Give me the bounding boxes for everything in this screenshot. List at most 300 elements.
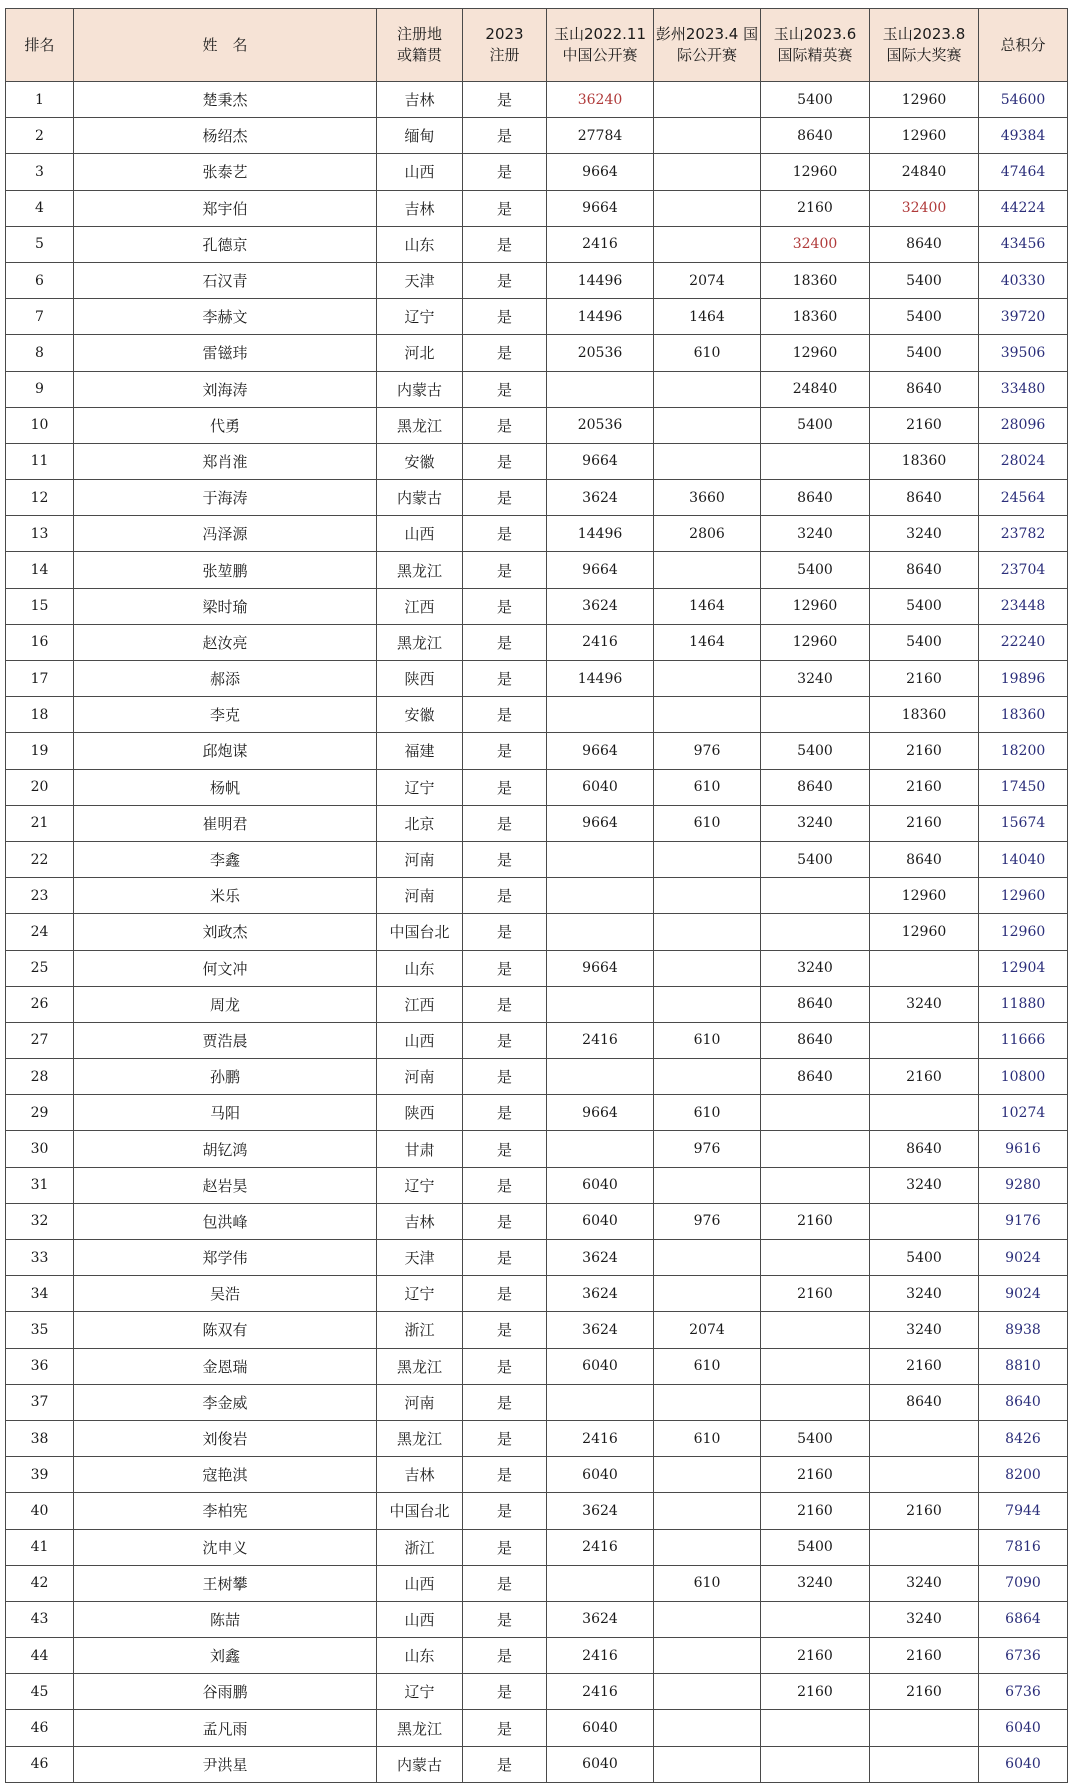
rank-cell: 12 — [6, 480, 74, 516]
player-name: 孔德京 — [74, 226, 377, 262]
event-3-points: 5400 — [761, 82, 870, 118]
table-row — [6, 878, 1068, 914]
total-points: 22240 — [979, 624, 1068, 660]
total-points: 6864 — [979, 1601, 1068, 1637]
event-1-points: 2416 — [547, 624, 654, 660]
event-3-points: 3240 — [761, 1565, 870, 1601]
event-2-points — [654, 1674, 761, 1710]
registration-cell: 是 — [463, 335, 547, 371]
event-3-points: 8640 — [761, 118, 870, 154]
rank-cell: 44 — [6, 1638, 74, 1674]
player-name: 楚秉杰 — [74, 82, 377, 118]
event-1-points — [547, 371, 654, 407]
rank-cell: 33 — [6, 1240, 74, 1276]
event-3-points: 18360 — [761, 262, 870, 298]
event-3-points: 5400 — [761, 1420, 870, 1456]
region-cell: 黑龙江 — [377, 1710, 463, 1746]
total-points: 18360 — [979, 697, 1068, 733]
header-event-1 — [547, 9, 654, 82]
event-3-points: 8640 — [761, 769, 870, 805]
registration-cell: 是 — [463, 950, 547, 986]
table-row — [6, 1565, 1068, 1601]
header-event-4 — [870, 9, 979, 82]
header-region — [377, 9, 463, 82]
total-points: 8640 — [979, 1384, 1068, 1420]
event-4-points — [870, 1022, 979, 1058]
total-points: 28024 — [979, 443, 1068, 479]
total-points: 10274 — [979, 1095, 1068, 1131]
header-name: 姓 名 — [74, 9, 377, 82]
event-2-points: 3660 — [654, 480, 761, 516]
player-name: 郑肖淮 — [74, 443, 377, 479]
event-2-points — [654, 407, 761, 443]
event-2-points: 610 — [654, 805, 761, 841]
total-points: 43456 — [979, 226, 1068, 262]
event-4-points: 3240 — [870, 1167, 979, 1203]
table-row — [6, 262, 1068, 298]
total-points: 40330 — [979, 262, 1068, 298]
player-name: 金恩瑞 — [74, 1348, 377, 1384]
event-4-points: 8640 — [870, 480, 979, 516]
event-1-points: 14496 — [547, 299, 654, 335]
table-row — [6, 1167, 1068, 1203]
registration-cell: 是 — [463, 1565, 547, 1601]
region-cell: 山西 — [377, 1601, 463, 1637]
registration-cell: 是 — [463, 1059, 547, 1095]
event-2-points: 1464 — [654, 624, 761, 660]
total-points: 9280 — [979, 1167, 1068, 1203]
table-row — [6, 1710, 1068, 1746]
table-row — [6, 226, 1068, 262]
rank-cell: 25 — [6, 950, 74, 986]
rank-cell: 30 — [6, 1131, 74, 1167]
rank-cell: 26 — [6, 986, 74, 1022]
player-name: 李克 — [74, 697, 377, 733]
player-name: 于海涛 — [74, 480, 377, 516]
player-name: 杨绍杰 — [74, 118, 377, 154]
rank-cell: 8 — [6, 335, 74, 371]
registration-cell: 是 — [463, 986, 547, 1022]
event-4-points: 2160 — [870, 1638, 979, 1674]
event-2-points — [654, 190, 761, 226]
event-2-points — [654, 1710, 761, 1746]
player-name: 刘俊岩 — [74, 1420, 377, 1456]
region-cell: 中国台北 — [377, 1493, 463, 1529]
total-points: 8200 — [979, 1457, 1068, 1493]
player-name: 郑宇伯 — [74, 190, 377, 226]
event-3-points — [761, 914, 870, 950]
event-2-points: 610 — [654, 1095, 761, 1131]
region-cell: 山东 — [377, 226, 463, 262]
event-4-points: 32400 — [870, 190, 979, 226]
registration-cell: 是 — [463, 1746, 547, 1782]
rank-cell: 23 — [6, 878, 74, 914]
event-3-points: 5400 — [761, 841, 870, 877]
event-2-points — [654, 914, 761, 950]
event-3-points: 3240 — [761, 516, 870, 552]
registration-cell: 是 — [463, 1022, 547, 1058]
table-row — [6, 118, 1068, 154]
player-name: 梁时瑜 — [74, 588, 377, 624]
registration-cell: 是 — [463, 588, 547, 624]
player-name: 石汉青 — [74, 262, 377, 298]
event-2-points: 2074 — [654, 262, 761, 298]
event-1-points: 2416 — [547, 1022, 654, 1058]
rank-cell: 40 — [6, 1493, 74, 1529]
rank-cell: 46 — [6, 1710, 74, 1746]
table-body — [6, 82, 1068, 1783]
player-name: 孙鹏 — [74, 1059, 377, 1095]
region-cell: 辽宁 — [377, 299, 463, 335]
region-cell: 吉林 — [377, 1203, 463, 1239]
event-3-points — [761, 1131, 870, 1167]
player-name: 冯泽源 — [74, 516, 377, 552]
registration-cell: 是 — [463, 1131, 547, 1167]
event-1-points: 2416 — [547, 1420, 654, 1456]
region-cell: 山东 — [377, 1638, 463, 1674]
registration-cell: 是 — [463, 914, 547, 950]
player-name: 谷雨鹏 — [74, 1674, 377, 1710]
total-points: 39720 — [979, 299, 1068, 335]
total-points: 12960 — [979, 914, 1068, 950]
registration-cell: 是 — [463, 1348, 547, 1384]
table-row — [6, 769, 1068, 805]
rank-cell: 11 — [6, 443, 74, 479]
table-row — [6, 1022, 1068, 1058]
registration-cell: 是 — [463, 1095, 547, 1131]
event-4-points: 5400 — [870, 588, 979, 624]
event-2-points: 610 — [654, 1022, 761, 1058]
event-2-points: 2074 — [654, 1312, 761, 1348]
table-row — [6, 1059, 1068, 1095]
table-row — [6, 1384, 1068, 1420]
header-event-3 — [761, 9, 870, 82]
rank-cell: 1 — [6, 82, 74, 118]
player-name: 赵汝亮 — [74, 624, 377, 660]
event-1-points — [547, 841, 654, 877]
event-4-points: 2160 — [870, 661, 979, 697]
total-points: 49384 — [979, 118, 1068, 154]
event-4-points: 2160 — [870, 805, 979, 841]
event-1-points: 3624 — [547, 588, 654, 624]
rank-cell: 31 — [6, 1167, 74, 1203]
event-3-points: 5400 — [761, 1529, 870, 1565]
rank-cell: 28 — [6, 1059, 74, 1095]
rank-cell: 46 — [6, 1746, 74, 1782]
table-row — [6, 588, 1068, 624]
registration-cell: 是 — [463, 878, 547, 914]
event-4-points: 5400 — [870, 624, 979, 660]
total-points: 11666 — [979, 1022, 1068, 1058]
header-registration-line2: 注册 — [489, 46, 520, 64]
event-2-points — [654, 1276, 761, 1312]
event-1-points — [547, 1565, 654, 1601]
total-points: 6040 — [979, 1710, 1068, 1746]
header-event-4-line1: 玉山2023.8 — [882, 25, 966, 43]
event-1-points: 9664 — [547, 552, 654, 588]
event-3-points — [761, 1710, 870, 1746]
registration-cell: 是 — [463, 1276, 547, 1312]
event-1-points — [547, 1059, 654, 1095]
registration-cell: 是 — [463, 1638, 547, 1674]
total-points: 8938 — [979, 1312, 1068, 1348]
table-row — [6, 1276, 1068, 1312]
event-3-points — [761, 878, 870, 914]
table-row — [6, 1746, 1068, 1782]
event-2-points — [654, 82, 761, 118]
region-cell: 福建 — [377, 733, 463, 769]
event-3-points — [761, 1601, 870, 1637]
event-2-points: 2806 — [654, 516, 761, 552]
event-1-points: 3624 — [547, 1240, 654, 1276]
total-points: 9024 — [979, 1276, 1068, 1312]
event-4-points: 3240 — [870, 1565, 979, 1601]
total-points: 28096 — [979, 407, 1068, 443]
event-2-points — [654, 1384, 761, 1420]
table-row — [6, 552, 1068, 588]
event-1-points: 6040 — [547, 769, 654, 805]
region-cell: 内蒙古 — [377, 1746, 463, 1782]
rank-cell: 38 — [6, 1420, 74, 1456]
total-points: 39506 — [979, 335, 1068, 371]
table-row — [6, 82, 1068, 118]
total-points: 8810 — [979, 1348, 1068, 1384]
region-cell: 甘肃 — [377, 1131, 463, 1167]
region-cell: 黑龙江 — [377, 552, 463, 588]
header-region-line2: 或籍贯 — [396, 46, 442, 64]
player-name: 崔明君 — [74, 805, 377, 841]
table-row — [6, 516, 1068, 552]
table-row — [6, 1203, 1068, 1239]
total-points: 54600 — [979, 82, 1068, 118]
event-4-points: 8640 — [870, 226, 979, 262]
event-1-points: 27784 — [547, 118, 654, 154]
rank-cell: 36 — [6, 1348, 74, 1384]
total-points: 47464 — [979, 154, 1068, 190]
header-row — [6, 9, 1068, 82]
header-total: 总积分 — [979, 9, 1068, 82]
registration-cell: 是 — [463, 262, 547, 298]
event-3-points: 12960 — [761, 154, 870, 190]
rank-cell: 39 — [6, 1457, 74, 1493]
total-points: 9176 — [979, 1203, 1068, 1239]
table-row — [6, 1493, 1068, 1529]
event-4-points — [870, 1203, 979, 1239]
registration-cell: 是 — [463, 1457, 547, 1493]
region-cell: 江西 — [377, 986, 463, 1022]
player-name: 杨帆 — [74, 769, 377, 805]
event-2-points — [654, 1059, 761, 1095]
event-4-points: 3240 — [870, 1276, 979, 1312]
event-3-points — [761, 1240, 870, 1276]
registration-cell: 是 — [463, 118, 547, 154]
player-name: 张堃鹏 — [74, 552, 377, 588]
event-2-points — [654, 697, 761, 733]
rank-cell: 34 — [6, 1276, 74, 1312]
total-points: 15674 — [979, 805, 1068, 841]
player-name: 代勇 — [74, 407, 377, 443]
table-row — [6, 335, 1068, 371]
ranking-table — [5, 8, 1068, 1783]
event-1-points: 9664 — [547, 154, 654, 190]
event-3-points — [761, 1746, 870, 1782]
event-2-points — [654, 118, 761, 154]
event-1-points — [547, 697, 654, 733]
event-4-points: 5400 — [870, 1240, 979, 1276]
event-1-points: 6040 — [547, 1203, 654, 1239]
event-2-points — [654, 986, 761, 1022]
event-1-points: 3624 — [547, 1276, 654, 1312]
total-points: 7816 — [979, 1529, 1068, 1565]
event-4-points: 12960 — [870, 878, 979, 914]
event-2-points: 976 — [654, 1203, 761, 1239]
region-cell: 黑龙江 — [377, 1420, 463, 1456]
event-2-points — [654, 1457, 761, 1493]
rank-cell: 4 — [6, 190, 74, 226]
rank-cell: 14 — [6, 552, 74, 588]
rank-cell: 18 — [6, 697, 74, 733]
rank-cell: 21 — [6, 805, 74, 841]
total-points: 33480 — [979, 371, 1068, 407]
event-4-points: 5400 — [870, 335, 979, 371]
event-3-points: 5400 — [761, 407, 870, 443]
rank-cell: 3 — [6, 154, 74, 190]
table-row — [6, 1601, 1068, 1637]
header-registration-line1: 2023 — [485, 25, 524, 43]
registration-cell: 是 — [463, 516, 547, 552]
event-4-points: 8640 — [870, 841, 979, 877]
event-2-points — [654, 552, 761, 588]
registration-cell: 是 — [463, 624, 547, 660]
event-4-points: 12960 — [870, 82, 979, 118]
registration-cell: 是 — [463, 805, 547, 841]
region-cell: 吉林 — [377, 190, 463, 226]
player-name: 陈喆 — [74, 1601, 377, 1637]
rank-cell: 16 — [6, 624, 74, 660]
player-name: 刘政杰 — [74, 914, 377, 950]
event-1-points — [547, 1131, 654, 1167]
header-event-4-line2: 国际大奖赛 — [886, 46, 962, 64]
rank-cell: 15 — [6, 588, 74, 624]
event-3-points: 2160 — [761, 1638, 870, 1674]
event-1-points: 9664 — [547, 805, 654, 841]
region-cell: 吉林 — [377, 1457, 463, 1493]
player-name: 陈双有 — [74, 1312, 377, 1348]
total-points: 6736 — [979, 1638, 1068, 1674]
event-1-points: 3624 — [547, 480, 654, 516]
event-2-points — [654, 371, 761, 407]
event-4-points: 2160 — [870, 1674, 979, 1710]
rank-cell: 22 — [6, 841, 74, 877]
registration-cell: 是 — [463, 1601, 547, 1637]
region-cell: 河南 — [377, 841, 463, 877]
rank-cell: 41 — [6, 1529, 74, 1565]
player-name: 沈申义 — [74, 1529, 377, 1565]
total-points: 17450 — [979, 769, 1068, 805]
registration-cell: 是 — [463, 1529, 547, 1565]
table-row — [6, 805, 1068, 841]
registration-cell: 是 — [463, 480, 547, 516]
rank-cell: 37 — [6, 1384, 74, 1420]
total-points: 44224 — [979, 190, 1068, 226]
event-4-points — [870, 950, 979, 986]
event-2-points: 610 — [654, 1565, 761, 1601]
event-1-points: 9664 — [547, 1095, 654, 1131]
event-4-points — [870, 1420, 979, 1456]
region-cell: 陕西 — [377, 1095, 463, 1131]
registration-cell: 是 — [463, 1203, 547, 1239]
rank-cell: 6 — [6, 262, 74, 298]
event-1-points: 3624 — [547, 1312, 654, 1348]
event-3-points — [761, 443, 870, 479]
region-cell: 浙江 — [377, 1529, 463, 1565]
rank-cell: 13 — [6, 516, 74, 552]
event-3-points: 2160 — [761, 190, 870, 226]
table-row — [6, 1420, 1068, 1456]
event-4-points: 2160 — [870, 1059, 979, 1095]
total-points: 23782 — [979, 516, 1068, 552]
event-2-points — [654, 443, 761, 479]
event-2-points: 1464 — [654, 588, 761, 624]
region-cell: 内蒙古 — [377, 371, 463, 407]
event-2-points: 610 — [654, 1420, 761, 1456]
event-1-points: 2416 — [547, 1638, 654, 1674]
event-4-points — [870, 1529, 979, 1565]
total-points: 18200 — [979, 733, 1068, 769]
player-name: 刘鑫 — [74, 1638, 377, 1674]
header-event-3-line1: 玉山2023.6 — [773, 25, 857, 43]
table-row — [6, 986, 1068, 1022]
total-points: 9024 — [979, 1240, 1068, 1276]
header-event-2 — [654, 9, 761, 82]
event-4-points — [870, 1710, 979, 1746]
event-3-points: 8640 — [761, 1059, 870, 1095]
total-points: 6040 — [979, 1746, 1068, 1782]
player-name: 王树攀 — [74, 1565, 377, 1601]
table-header — [6, 9, 1068, 82]
event-2-points — [654, 154, 761, 190]
event-2-points: 610 — [654, 1348, 761, 1384]
player-name: 米乐 — [74, 878, 377, 914]
event-4-points: 2160 — [870, 769, 979, 805]
player-name: 吴浩 — [74, 1276, 377, 1312]
region-cell: 吉林 — [377, 82, 463, 118]
rank-cell: 5 — [6, 226, 74, 262]
total-points: 7944 — [979, 1493, 1068, 1529]
event-2-points — [654, 1746, 761, 1782]
event-2-points — [654, 1240, 761, 1276]
table-row — [6, 950, 1068, 986]
event-4-points: 8640 — [870, 371, 979, 407]
event-3-points: 2160 — [761, 1203, 870, 1239]
table-row — [6, 841, 1068, 877]
event-4-points: 2160 — [870, 733, 979, 769]
registration-cell: 是 — [463, 1384, 547, 1420]
event-3-points: 5400 — [761, 552, 870, 588]
event-4-points: 5400 — [870, 299, 979, 335]
event-4-points: 8640 — [870, 552, 979, 588]
event-1-points: 20536 — [547, 407, 654, 443]
event-1-points: 14496 — [547, 516, 654, 552]
event-4-points: 5400 — [870, 262, 979, 298]
region-cell: 河北 — [377, 335, 463, 371]
table-row — [6, 1457, 1068, 1493]
event-3-points: 32400 — [761, 226, 870, 262]
total-points: 10800 — [979, 1059, 1068, 1095]
event-2-points: 1464 — [654, 299, 761, 335]
event-3-points: 12960 — [761, 335, 870, 371]
event-1-points: 6040 — [547, 1746, 654, 1782]
